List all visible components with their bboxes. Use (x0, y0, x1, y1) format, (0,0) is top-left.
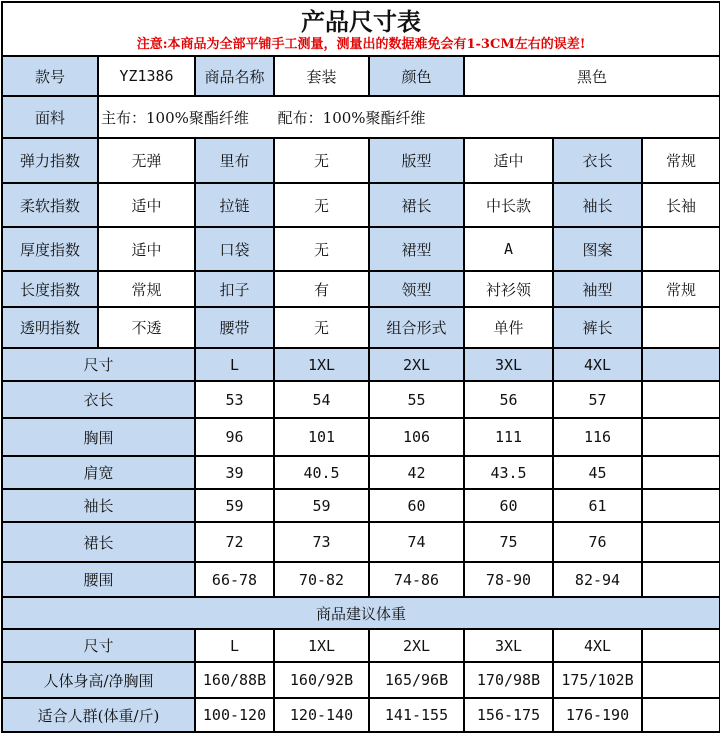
style-no-label: 款号 (2, 56, 98, 96)
weight-cell: 141-155 (369, 698, 464, 732)
attr-value: 长袖 (642, 183, 720, 227)
attr-value: 常规 (98, 271, 195, 307)
weight-cell: 176-190 (553, 698, 642, 732)
size-cell: 54 (274, 381, 369, 418)
size-cell: 40.5 (274, 456, 369, 489)
size-cell: 101 (274, 418, 369, 456)
attr-value: 单件 (464, 307, 553, 348)
size-cell (642, 418, 720, 456)
attr-label: 透明指数 (2, 307, 98, 348)
product-name-value: 套装 (274, 56, 369, 96)
size-col-header: 2XL (369, 348, 464, 381)
attr-label: 腰带 (195, 307, 274, 348)
size-cell: 111 (464, 418, 553, 456)
info-row (2, 56, 720, 96)
attr-value: 中长款 (464, 183, 553, 227)
weight-cell: 165/96B (369, 662, 464, 698)
size-cell: 43.5 (464, 456, 553, 489)
size-cell: 55 (369, 381, 464, 418)
size-row (2, 456, 720, 489)
weight-cell: 120-140 (274, 698, 369, 732)
size-row (2, 562, 720, 597)
size-cell: 60 (464, 489, 553, 522)
size-col-header (642, 348, 720, 381)
product-name-label: 商品名称 (195, 56, 274, 96)
attr-value (642, 227, 720, 271)
attr-value: 常规 (642, 138, 720, 183)
size-cell: 45 (553, 456, 642, 489)
size-cell: 60 (369, 489, 464, 522)
size-cell: 76 (553, 522, 642, 562)
weight-cell (642, 698, 720, 732)
attr-value: 不透 (98, 307, 195, 348)
size-cell: 42 (369, 456, 464, 489)
attr-label: 扣子 (195, 271, 274, 307)
attribute-row (2, 138, 720, 183)
attribute-row (2, 183, 720, 227)
size-cell (642, 456, 720, 489)
weight-cell (642, 662, 720, 698)
size-cell (642, 381, 720, 418)
attr-value: 无 (274, 307, 369, 348)
attr-label: 裙型 (369, 227, 464, 271)
size-cell: 96 (195, 418, 274, 456)
attr-value: 无 (274, 183, 369, 227)
size-cell: 82-94 (553, 562, 642, 597)
weight-row-label: 人体身高/净胸围 (2, 662, 195, 698)
attr-value: 无 (274, 227, 369, 271)
weight-section-title: 商品建议体重 (2, 597, 720, 629)
size-cell: 59 (195, 489, 274, 522)
size-cell: 61 (553, 489, 642, 522)
size-row (2, 418, 720, 456)
size-cell: 70-82 (274, 562, 369, 597)
size-col-header: 4XL (553, 348, 642, 381)
size-col-header: 1XL (274, 348, 369, 381)
attr-label: 厚度指数 (2, 227, 98, 271)
size-cell: 66-78 (195, 562, 274, 597)
weight-col-header: 3XL (464, 629, 553, 662)
size-cell (642, 522, 720, 562)
weight-col-header: L (195, 629, 274, 662)
attr-label: 版型 (369, 138, 464, 183)
weight-col-header: 2XL (369, 629, 464, 662)
attr-label: 拉链 (195, 183, 274, 227)
attr-value: 无弹 (98, 138, 195, 183)
size-cell: 73 (274, 522, 369, 562)
page-title: 产品尺寸表 (301, 7, 422, 36)
measurement-notice: 注意:本商品为全部平铺手工测量，测量出的数据难免会有1-3CM左右的误差! (136, 37, 586, 52)
weight-cell: 156-175 (464, 698, 553, 732)
size-row-label: 腰围 (2, 562, 195, 597)
size-header-row (2, 348, 720, 381)
attr-label: 图案 (553, 227, 642, 271)
size-row-label: 裙长 (2, 522, 195, 562)
weight-cell: 160/88B (195, 662, 274, 698)
weight-title-row (2, 597, 720, 629)
size-col-header: L (195, 348, 274, 381)
weight-cell: 170/98B (464, 662, 553, 698)
weight-header-row (2, 629, 720, 662)
weight-col-header: 1XL (274, 629, 369, 662)
title-row (2, 2, 720, 56)
size-cell: 116 (553, 418, 642, 456)
attr-label: 裙长 (369, 183, 464, 227)
weight-col-header: 4XL (553, 629, 642, 662)
attribute-row (2, 307, 720, 348)
size-cell: 78-90 (464, 562, 553, 597)
attr-label: 袖型 (553, 271, 642, 307)
size-row-label: 衣长 (2, 381, 195, 418)
size-cell: 74 (369, 522, 464, 562)
size-header-label: 尺寸 (2, 348, 195, 381)
color-value: 黑色 (464, 56, 720, 96)
size-cell: 74-86 (369, 562, 464, 597)
weight-cell: 160/92B (274, 662, 369, 698)
attr-label: 组合形式 (369, 307, 464, 348)
size-cell (642, 562, 720, 597)
size-row (2, 522, 720, 562)
title-cell (2, 2, 720, 56)
size-row-label: 肩宽 (2, 456, 195, 489)
attr-value: 有 (274, 271, 369, 307)
weight-cell: 100-120 (195, 698, 274, 732)
attr-label: 长度指数 (2, 271, 98, 307)
attr-value: 适中 (98, 227, 195, 271)
attr-value: 常规 (642, 271, 720, 307)
size-cell: 53 (195, 381, 274, 418)
attr-value (642, 307, 720, 348)
size-cell: 57 (553, 381, 642, 418)
attr-value: 适中 (464, 138, 553, 183)
size-cell: 75 (464, 522, 553, 562)
fabric-lining: 配布：100%聚酯纤维 (277, 108, 426, 127)
attr-label: 衣长 (553, 138, 642, 183)
size-col-header: 3XL (464, 348, 553, 381)
attr-label: 弹力指数 (2, 138, 98, 183)
attr-value: 无 (274, 138, 369, 183)
attr-label: 口袋 (195, 227, 274, 271)
attr-label: 里布 (195, 138, 274, 183)
weight-row (2, 698, 720, 732)
weight-cell: 175/102B (553, 662, 642, 698)
attr-label: 领型 (369, 271, 464, 307)
size-row (2, 381, 720, 418)
size-row-label: 胸围 (2, 418, 195, 456)
size-table (1, 1, 720, 733)
weight-row-label: 适合人群(体重/斤) (2, 698, 195, 732)
fabric-value (98, 96, 720, 138)
size-cell: 72 (195, 522, 274, 562)
color-label: 颜色 (369, 56, 464, 96)
weight-header-label: 尺寸 (2, 629, 195, 662)
size-row-label: 袖长 (2, 489, 195, 522)
weight-col-header (642, 629, 720, 662)
size-row (2, 489, 720, 522)
attr-label: 柔软指数 (2, 183, 98, 227)
attr-value: 衬衫领 (464, 271, 553, 307)
size-cell: 59 (274, 489, 369, 522)
style-no-value: YZ1386 (98, 56, 195, 96)
size-cell: 56 (464, 381, 553, 418)
attr-label: 袖长 (553, 183, 642, 227)
attr-value: 适中 (98, 183, 195, 227)
size-cell: 106 (369, 418, 464, 456)
weight-row (2, 662, 720, 698)
fabric-label: 面料 (2, 96, 98, 138)
size-cell (642, 489, 720, 522)
attr-label: 裤长 (553, 307, 642, 348)
attribute-row (2, 271, 720, 307)
size-cell: 39 (195, 456, 274, 489)
fabric-row (2, 96, 720, 138)
attr-value: A (464, 227, 553, 271)
attribute-row (2, 227, 720, 271)
fabric-main: 主布：100%聚酯纤维 (101, 108, 249, 127)
